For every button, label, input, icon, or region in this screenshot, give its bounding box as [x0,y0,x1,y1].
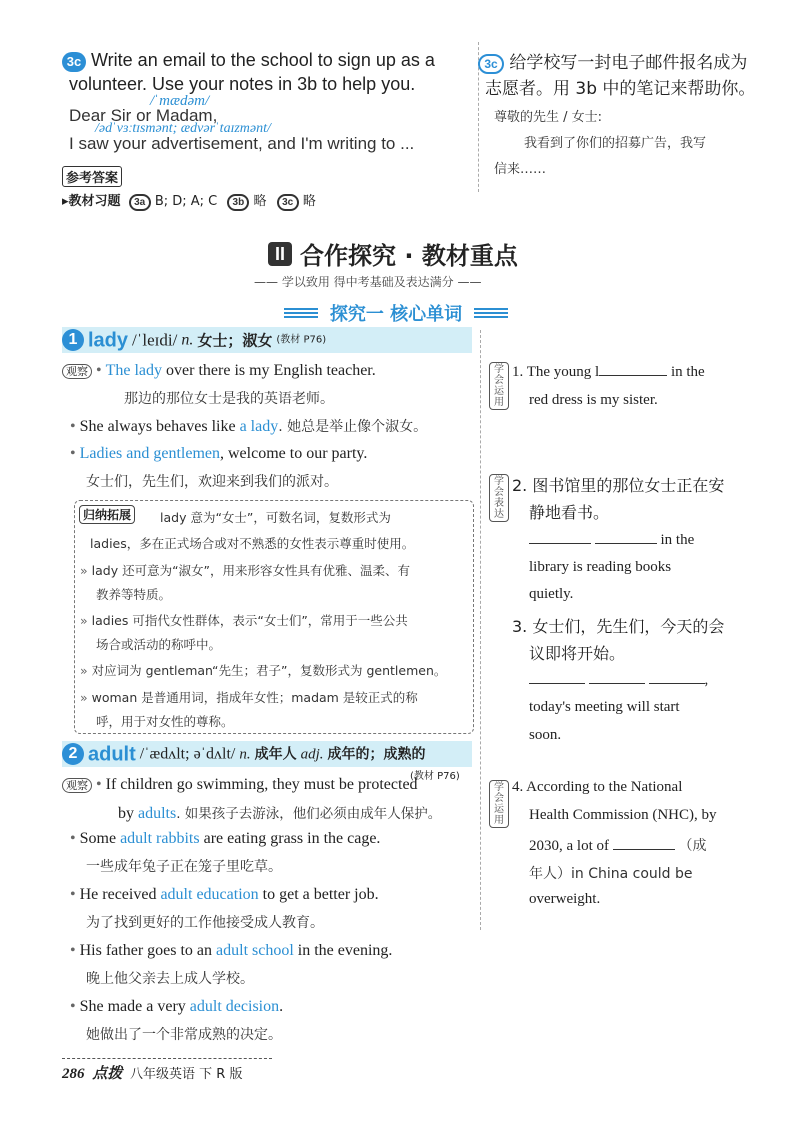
answer-line [62,190,316,211]
word2-meaning: 成年人 [254,746,297,763]
task-zh-line2: 志愿者。用 3b 中的笔记来帮助你。 [485,79,756,99]
word2-num: 2 [62,743,84,765]
observe-tag: 观察 [62,364,92,379]
q3-line5: soon. [529,727,562,743]
answer-3b: 略 [253,194,267,209]
word1-header [62,327,326,353]
arrow: » [80,613,92,628]
book-title: 八年级英语 下 R 版 [130,1067,243,1082]
word2-ex2-pre: Some [79,830,121,847]
word2-ref: (教材 P76) [410,771,460,782]
bullet: • [70,445,80,462]
q4-e: 年人）in China could be [529,866,693,882]
word2-ex3 [70,886,379,904]
word1-ex3-hl: Ladies and gentlemen [79,445,220,462]
word2-phon: /ˈædʌlt; əˈdʌlt/ [139,745,236,763]
q2-line4: library is reading books [529,559,672,575]
word2-ex1b [118,802,441,823]
expand-1 [160,508,391,526]
q4-line3 [529,835,707,855]
hand-greeting: 尊敬的先生 / 女士: [494,110,603,125]
page-number: 286 [62,1066,85,1082]
task-line2: volunteer. Use your notes in 3b to help you. [69,74,416,94]
exercise-divider [480,330,481,930]
expand-6: 场合或活动的称呼中。 [96,637,222,652]
explore-title: 探究一 核心单词 [329,304,463,325]
hand-line2: 信来…… [494,162,547,177]
task-line1: Write an email to the school to sign up as a [91,50,435,70]
word2-ex2-hl: adult rabbits [120,830,200,847]
explore-bar [262,300,530,326]
word1-ex1-rest: over there is my English teacher. [162,362,376,379]
q4-blank[interactable] [613,849,675,850]
word2-ex5-post: . [279,998,284,1015]
expand-8 [80,688,418,706]
word2-ex1a: If children go swimming, they must be protected [105,776,418,793]
phonetic-madam: /ˈmædəm/ [150,93,210,109]
expand-7 [80,661,446,679]
footer-rule [62,1058,272,1059]
bullet: • [96,362,106,379]
q4-line5: overweight. [529,891,601,907]
stripes-left [284,308,318,318]
q2-blank1[interactable] [529,543,591,544]
arrow: » [80,663,92,678]
q4-line2: Health Commission (NHC), by [529,807,717,823]
word2-header [62,741,426,767]
stripes-right [474,308,508,318]
letter-greeting: Dear Sir or Madam, [69,106,218,125]
word2-word: adult [88,743,136,766]
word2-ex2 [70,830,380,848]
letter-opening: I saw your advertisement, and I'm writing to ... [69,134,415,153]
word1-phon: /ˈleɪdi/ [132,330,178,350]
expand-9: 呼，用于对女性的尊称。 [96,714,234,729]
q2-line3 [529,532,694,549]
expand-1-text: lady 意为“女士”，可数名词，复数形式为 [160,510,391,525]
task-3c-zh [478,48,747,74]
section-subtitle: —— 学以致用 得中考基础及表达满分 —— [254,275,482,289]
q4-d: （成 [678,838,707,854]
expand-2: ladies，多在正式场合或对不熟悉的女性表示尊重时使用。 [90,536,415,551]
word1-ex3 [70,445,367,463]
brand: 点拨 [92,1064,123,1082]
expand-5-text: ladies 可指代女性群体，表示“女士们”，常用于一些公共 [91,613,408,628]
q3-blank3[interactable] [649,683,705,684]
word2-meaning2: 成年的；成熟的 [327,746,426,763]
q4-line1: 4. According to the National [512,779,683,795]
word2-ex5-zh: 她做出了一个非常成熟的决定。 [86,1027,282,1043]
q3-line2: 议即将开始。 [529,644,626,663]
ex-label-2: 学会表达 [489,474,509,522]
word1-word: lady [88,329,129,352]
word1-ex2-pre: She always behaves like [79,418,240,435]
word2-ex4 [70,942,392,960]
word2-ex3-post: to get a better job. [258,886,379,903]
word1-ex1-zh: 那边的那位女士是我的英语老师。 [124,391,334,407]
section-numeral: II [268,242,292,266]
word1-ex1-hl: The lady [105,362,163,379]
q3-c: , [704,672,709,688]
bullet: • [70,418,80,435]
word1-num: 1 [62,329,84,351]
word1-ex2 [70,416,427,436]
q1-line1 [512,364,705,381]
q3-line4: today's meeting will start [529,699,680,715]
q3-blank2[interactable] [589,683,645,684]
footer [62,1062,242,1083]
word1-ex2-post: . 她总是举止像个淑女。 [278,419,428,435]
q2-line5: quietly. [529,586,574,602]
expand-8-text: woman 是普通用词，指成年女性；madam 是较正式的称 [91,690,418,705]
q2-line1: 2. 图书馆里的那位女士正在安 [512,476,725,495]
expand-5 [80,611,408,629]
word2-ex4-pre: His father goes to an [79,942,217,959]
badge-3c-outline: 3c [478,54,504,74]
bullet: • [96,776,106,793]
q4-line4 [529,863,693,883]
q1-line2: red dress is my sister. [529,392,658,408]
word2-ex4-post: in the evening. [293,942,393,959]
word2-pos: n. [239,746,251,763]
q2-line2: 静地看书。 [529,503,610,522]
expand-3-text: lady 还可意为“淑女”，用来形容女性具有优雅、温柔、有 [91,563,411,578]
word2-ex3-zh: 为了找到更好的工作他接受成人教育。 [86,915,324,931]
section-title: 合作探究 · 教材重点 [300,242,518,270]
bullet: • [70,942,80,959]
q2-blank2[interactable] [595,543,657,544]
badge-3b: 3b [227,194,249,211]
q4-c: 2030, a lot of [529,838,609,854]
word2-ex5 [70,998,283,1016]
word1-ex3-rest: , welcome to our party. [220,445,368,462]
word2-ex2-post: are eating grass in the cage. [199,830,381,847]
answer-prefix: ▸教材习题 [62,194,121,209]
task-3c-en [62,48,462,72]
badge-3a: 3a [129,194,151,211]
task-zh-line1: 给学校写一封电子邮件报名成为 [509,53,748,73]
expand-label: 归纳拓展 [79,505,135,524]
expand-7-text: 对应词为 gentleman“先生；君子”，复数形式为 gentlemen。 [91,663,447,678]
expand-4: 教养等特质。 [96,587,172,602]
section-header [268,236,518,271]
arrow: » [80,690,92,705]
answer-3c: 略 [302,194,316,209]
word1-ex2-hl: a lady [239,418,279,435]
bullet: • [70,998,80,1015]
answer-3a: B; D; A; C [154,194,218,209]
word2-ex4-hl: adult school [216,942,294,959]
q1-a: 1. The young l [512,364,600,380]
word2-ex3-pre: He received [79,886,161,903]
phonetic-advertisement: /ədˈvɜːtɪsmənt; ædvərˈtaɪzmənt/ [95,121,271,136]
word1-ref: (教材 P76) [276,334,327,346]
word1-ex1 [62,362,376,380]
word1-pos: n. [181,331,194,349]
ex-label-3: 学会运用 [489,780,509,828]
q3-line3 [529,672,708,689]
badge-3c-ans: 3c [277,194,299,211]
ex-label-1: 学会运用 [489,362,509,410]
word2-ex4-zh: 晚上他父亲去上成人学校。 [86,971,254,987]
word2-ex1-pre: by [118,805,138,822]
q1-blank[interactable] [599,375,667,376]
q1-b: in the [667,364,705,380]
badge-3c: 3c [62,52,86,72]
word2-ex2-zh: 一些成年兔子正在笼子里吃草。 [86,859,282,875]
word2-ex5-hl: adult decision [189,998,280,1015]
hand-line1: 我看到了你们的招募广告，我写 [524,136,707,151]
observe-tag-2: 观察 [62,778,92,793]
word2-pos2: adj. [300,746,324,763]
word2-ex1-zh: . 如果孩子去游泳，他们必须由成年人保护。 [176,806,442,822]
q2-c: in the [656,532,695,548]
bullet: • [70,886,80,903]
word2-ex3-hl: adult education [160,886,259,903]
word1-meaning: 女士；淑女 [197,331,273,350]
q3-line1: 3. 女士们，先生们，今天的会 [512,617,725,636]
bullet: • [70,830,80,847]
word2-ex1-hl: adults [138,805,177,822]
arrow: » [80,563,92,578]
answer-label: 参考答案 [62,166,122,187]
word2-ex5-pre: She made a very [79,998,190,1015]
expand-3 [80,561,410,579]
word2-ex1 [62,776,418,794]
q3-blank1[interactable] [529,683,585,684]
word1-ex3-zh: 女士们，先生们，欢迎来到我们的派对。 [86,474,338,490]
